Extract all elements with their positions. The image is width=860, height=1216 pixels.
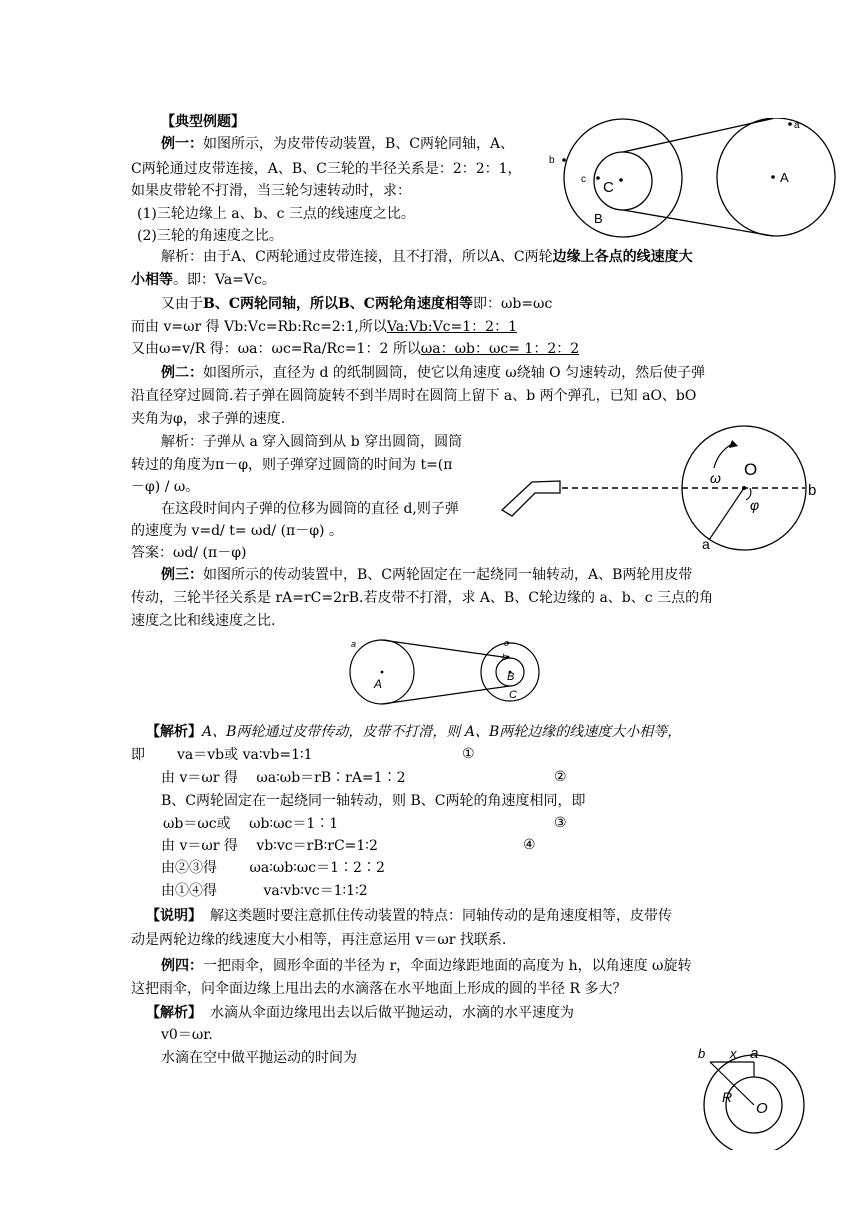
ex3-label: 例三：	[161, 567, 203, 583]
ex1-sol3-post: 即：ωb=ωc	[472, 296, 553, 312]
ex2-text1: 如图所示，直径为 d 的纸制圆筒，使它以角速度 ω绕轴 O 匀速转动，然后使子弹	[203, 365, 706, 381]
fig4-label-R: R	[722, 1089, 733, 1105]
ex1-text1: 如图所示，为皮带传动装置，B、C两轮同轴，A、	[203, 136, 515, 152]
ex1-sol1-bold: 边缘上各点的线速度大	[552, 249, 693, 265]
ex1-label: 例一：	[161, 136, 203, 152]
ex1-solution2	[131, 271, 276, 289]
sol3-marker2: ②	[554, 769, 567, 785]
sol3-line5: ωb＝ωc或 ωb∶ωc＝1∶1	[163, 816, 339, 832]
fig1-label-b: b	[549, 155, 555, 166]
ex4-solution3: 水滴在空中做平抛运动的时间为	[161, 1050, 357, 1066]
ex2-label: 例二：	[161, 365, 203, 381]
fig2-label-O: O	[744, 460, 758, 479]
sol3-line8: 由①④得 va∶vb∶vc＝1∶1∶2	[161, 883, 368, 899]
sol3-marker4: ④	[523, 837, 536, 853]
ex1-sol4-text: 而由 v=ωr 得 Vb:Vc=Rb:Rc=2:1,所以	[131, 319, 387, 335]
ex2-solution2: 转过的角度为π－φ，则子弹穿过圆筒的时间为 t=(π	[131, 457, 453, 473]
ex1-sol2-bold: 小相等	[131, 272, 173, 288]
belt-drive-figure-3	[348, 638, 548, 708]
ex4-solution2: v0＝ωr.	[161, 1027, 213, 1043]
section-heading: 【典型例题】	[161, 114, 245, 130]
note-text1: 解这类题时要注意抓住传动装置的特点：同轴传动的是角速度相等，皮带传	[210, 908, 672, 924]
ex2-solution1: 解析：子弹从 a 穿入圆筒到从 b 穿出圆筒，圆筒	[161, 434, 463, 450]
sol3-marker3: ③	[554, 815, 567, 831]
ex1-sol1-text: 解析：由于A、C两轮通过皮带连接，且不打滑，所以A、C两轮	[161, 249, 553, 265]
ex1-sol3-bold: B、C两轮同轴，所以B、C两轮角速度相等	[203, 296, 473, 312]
ex1-question2: (2)三轮的角速度之比。	[137, 228, 283, 244]
sol3-text1: A、B两轮通过皮带传动，皮带不打滑，则 A、B两轮边缘的线速度大小相等，	[202, 724, 682, 740]
ex2-solution4: 在这段时间内子弹的位移为圆筒的直径 d,则子弹	[161, 501, 459, 517]
ex2-line2: 沿直径穿过圆筒.若子弹在圆筒旋转不到半周时在圆筒上留下 a、b 两个弹孔，已知 aO、bO	[131, 388, 697, 404]
note-line1	[146, 907, 672, 925]
sol3-line3: 由 v＝ωr 得 ωa∶ωb＝rB∶rA=1∶2	[161, 770, 406, 786]
ex2-line3: 夹角为φ，求子弹的速度.	[131, 411, 286, 427]
fig3-label-b: b	[502, 652, 508, 662]
fig3-label-c: c	[504, 638, 509, 648]
ex4-line1	[161, 957, 691, 975]
ex1-sol5-text: 又由ω=v/R 得：ωa：ωc=Ra/Rc=1：2 所以	[131, 341, 421, 357]
ex3-line3: 速度之比和线速度之比.	[131, 613, 276, 629]
ex4-solution1	[146, 1004, 574, 1022]
ex2-solution3: －φ) / ω。	[131, 479, 200, 495]
ex2-line1	[161, 364, 705, 382]
note-line2: 动是两轮边缘的线速度大小相等，再注意运用 v＝ωr 找联系.	[131, 932, 507, 948]
umbrella-figure	[690, 1040, 840, 1150]
ex1-sol5-result: ωa：ωb：ωc= 1：2：2	[420, 341, 580, 357]
fig2-label-phi: φ	[750, 497, 760, 513]
note-head: 【说明】	[146, 908, 202, 924]
fig3-label-a: a	[351, 639, 357, 649]
ex4-text1: 一把雨伞，圆形伞面的半径为 r，伞面边缘距地面的高度为 h，以角速度 ω旋转	[203, 958, 692, 974]
ex1-solution3	[161, 295, 552, 313]
ex1-solution1	[161, 248, 693, 266]
ex4-sol-text1: 水滴从伞面边缘甩出去以后做平抛运动，水滴的水平速度为	[210, 1005, 574, 1021]
sol3-line4: B、C两轮固定在一起绕同一轴转动，则 B、C两轮的角速度相同，即	[161, 793, 586, 809]
fig3-label-B: B	[507, 671, 515, 683]
ex1-sol2-text: 。即：Va=Vc。	[173, 272, 276, 288]
belt-drive-figure-1	[548, 118, 848, 248]
fig3-label-A: A	[374, 677, 383, 691]
sol3-head: 【解析】	[146, 724, 202, 740]
ex1-line1	[161, 135, 514, 153]
fig1-label-a: a	[794, 120, 800, 131]
fig4-label-O: O	[756, 1100, 768, 1117]
sol3-line1	[146, 723, 681, 741]
fig1-label-C: C	[603, 179, 614, 196]
fig1-label-c: c	[581, 174, 586, 185]
ex1-line2: C两轮通过皮带连接，A、B、C三轮的半径关系是：2：2：1，	[131, 161, 522, 177]
fig4-label-b: b	[698, 1046, 706, 1061]
ex4-sol-head: 【解析】	[146, 1005, 202, 1021]
fig1-label-A: A	[780, 170, 789, 185]
ex1-sol3-pre: 又由于	[161, 296, 203, 312]
ex2-answer: 答案：ωd/ (π－φ)	[131, 545, 247, 561]
sol3-marker1: ①	[462, 746, 475, 762]
fig4-label-x: x	[730, 1046, 737, 1061]
fig1-label-B: B	[594, 211, 603, 226]
fig4-label-a: a	[750, 1045, 759, 1062]
ex3-line2: 传动，三轮半径关系是 rA=rC=2rB.若皮带不打滑，求 A、B、C轮边缘的 a、b、c 三点的角	[131, 590, 714, 606]
fig2-label-b: b	[808, 482, 817, 499]
ex1-solution4	[131, 318, 517, 336]
fig2-label-a: a	[702, 536, 710, 552]
ex3-text1: 如图所示的传动装置中，B、C两轮固定在一起绕同一轴转动，A、B两轮用皮带	[203, 567, 693, 583]
sol3-line2-prefix: 即	[131, 747, 145, 763]
ex2-solution5: 的速度为 v=d/ t= ωd/ (π－φ) 。	[131, 523, 343, 539]
sol3-line7: 由②③得 ωa∶ωb∶ωc＝1∶2∶2	[161, 860, 385, 876]
fig2-label-omega: ω	[710, 470, 721, 486]
ex1-sol4-result: Va:Vb:Vc=1：2：1	[386, 319, 517, 335]
ex1-solution5	[131, 340, 579, 358]
bullet-cylinder-figure	[500, 418, 840, 556]
ex3-line1	[161, 566, 692, 584]
sol3-line2: va＝vb或 va∶vb=1∶1	[177, 747, 313, 763]
fig3-label-C: C	[509, 689, 517, 701]
ex4-line2: 这把雨伞，问伞面边缘上甩出去的水滴落在水平地面上形成的圆的半径 R 多大？	[131, 981, 627, 997]
ex1-line3: 如果皮带轮不打滑，当三轮匀速转动时，求：	[131, 183, 411, 199]
ex4-label: 例四：	[161, 958, 203, 974]
sol3-line6: 由 v＝ωr 得 vb∶vc＝rB∶rC=1∶2	[161, 838, 378, 854]
ex1-question1: (1)三轮边缘上 a、b、c 三点的线速度之比。	[137, 206, 415, 222]
